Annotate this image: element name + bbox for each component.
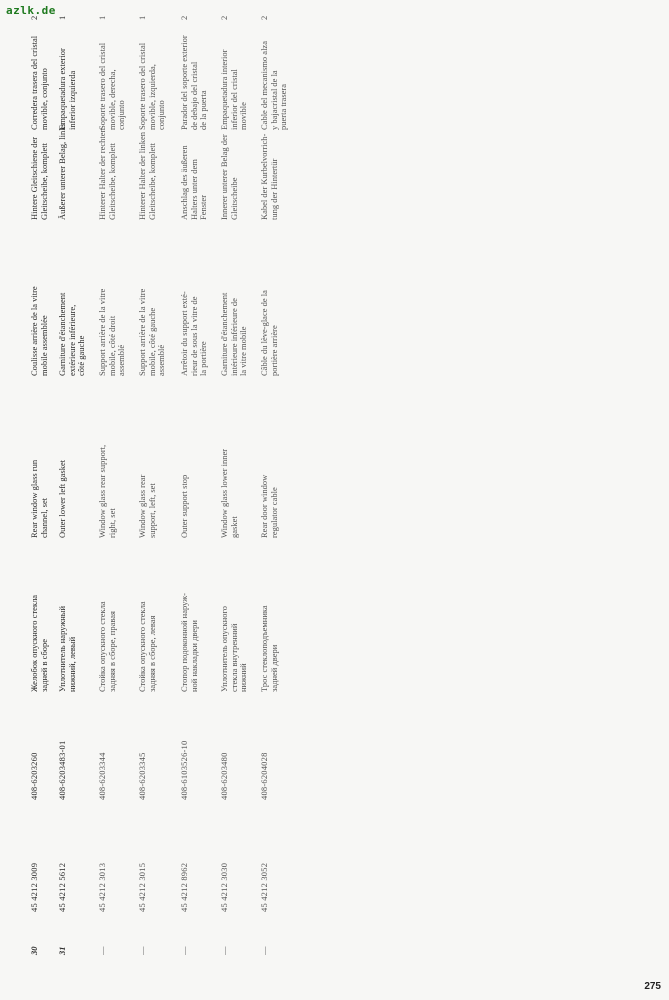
quantity: 1: [57, 15, 67, 20]
item-number: 31: [57, 946, 67, 955]
name-german: Kabel der Kurbelvorrich- tung der Hintertür: [259, 133, 279, 220]
name-german: Anschlag des äußeren Halters unter dem Fenster: [179, 145, 209, 220]
name-english: Outer support stop: [179, 474, 189, 538]
name-russian: Стойка опускного стекла задняя в сборе, левая: [137, 601, 157, 692]
quantity: 2: [29, 15, 39, 20]
quantity: 2: [259, 15, 269, 20]
item-number: —: [219, 946, 229, 955]
name-english: Outer lower left gasket: [57, 459, 67, 538]
quantity: 1: [137, 15, 147, 20]
name-french: Arrêtoir du support exté- rieur de sous la vitre de la portière: [179, 291, 209, 376]
catalog-number: 45 4212 3052: [259, 862, 269, 912]
name-german: Innerer unterer Belag der Gleitscheibe: [219, 134, 239, 220]
reference-number: 408-6203483-01: [57, 740, 67, 800]
quantity: 1: [97, 15, 107, 20]
name-french: Coulisse arrière de la vitre mobile assemblée: [29, 286, 49, 376]
name-spanish: Empaquetadura interior inferior del cristal movible: [219, 49, 249, 130]
name-spanish: Corredera trasera del cristal movible, conjunto: [29, 35, 49, 130]
name-spanish: Empaquetadura exterior inferior izquierda: [57, 48, 77, 130]
item-number: —: [97, 946, 107, 955]
quantity: 2: [179, 15, 189, 20]
reference-number: 408-6103526-10: [179, 740, 189, 800]
page-number: 275: [644, 981, 661, 992]
name-spanish: Cable del mecanismo alza y bajacristal de la puerta trasera: [259, 41, 289, 130]
name-spanish: Parador del soporte exterior de debajo del cristal de la puerta: [179, 35, 209, 130]
quantity: 2: [219, 15, 229, 20]
name-russian: Трос стеклоподъемника задней двери: [259, 605, 279, 692]
name-russian: Стойка опускного стекла задняя в сборе, правая: [97, 601, 117, 692]
name-russian: Уплотнитель наружный нижний, левый: [57, 605, 77, 692]
catalog-number: 45 4212 5612: [57, 862, 67, 912]
name-german: Hintere Gleitschiene der Gleitscheibe, komplett: [29, 136, 49, 220]
name-french: Support arrière de la vitre mobile, côté gauche assemblé: [137, 288, 167, 376]
name-spanish: Soporte trasero del cristal movible, izquierda, conjunto: [137, 42, 167, 130]
name-russian: Стопор подоконной наруж- ной накладки двери: [179, 593, 199, 692]
name-french: Câble du lève-glace de la portière arrière: [259, 290, 279, 376]
catalog-number: 45 4212 3030: [219, 862, 229, 912]
catalog-number: 45 4212 8962: [179, 862, 189, 912]
reference-number: 408-6204028: [259, 752, 269, 800]
name-french: Garniture d'étanchement extérieure inférieure, côté gauche: [57, 292, 87, 376]
reference-number: 408-6203260: [29, 752, 39, 800]
name-english: Rear door window regulator cable: [259, 474, 279, 538]
name-russian: Уплотнитель опускного стекла внутренний нижний: [219, 605, 249, 692]
name-french: Garniture d'étanchement intérieure inférieure de la vitre mobile: [219, 292, 249, 376]
item-number: —: [179, 946, 189, 955]
catalog-number: 45 4212 3015: [137, 862, 147, 912]
name-english: Window glass rear support, right, set: [97, 444, 117, 538]
name-german: Hinterer Halter der rechten Gleitscheibe, komplett: [97, 128, 117, 220]
name-german: Äußerer unterer Belag, links: [57, 123, 67, 220]
name-english: Window glass lower inner gasket: [219, 448, 239, 538]
reference-number: 408-6203345: [137, 752, 147, 800]
name-english: Rear window glass run channel, set: [29, 459, 49, 538]
item-number: —: [137, 946, 147, 955]
site-watermark: azlk.de: [6, 4, 56, 17]
name-german: Hinterer Halter der linken Gleitscheibe, komplett: [137, 131, 157, 220]
reference-number: 408-6203344: [97, 752, 107, 800]
name-french: Support arrière de la vitre mobile, côté droit assemblé: [97, 288, 127, 376]
reference-number: 408-6203480: [219, 752, 229, 800]
name-russian: Желобок опускного стекла задней в сборе: [29, 594, 49, 692]
name-english: Window glass rear support, left, set: [137, 474, 157, 538]
catalog-number: 45 4212 3013: [97, 862, 107, 912]
item-number: 30: [29, 946, 39, 955]
catalog-number: 45 4212 3009: [29, 862, 39, 912]
name-spanish: Soporte trasero del cristal movible, derecha, conjunto: [97, 42, 127, 130]
item-number: —: [259, 946, 269, 955]
